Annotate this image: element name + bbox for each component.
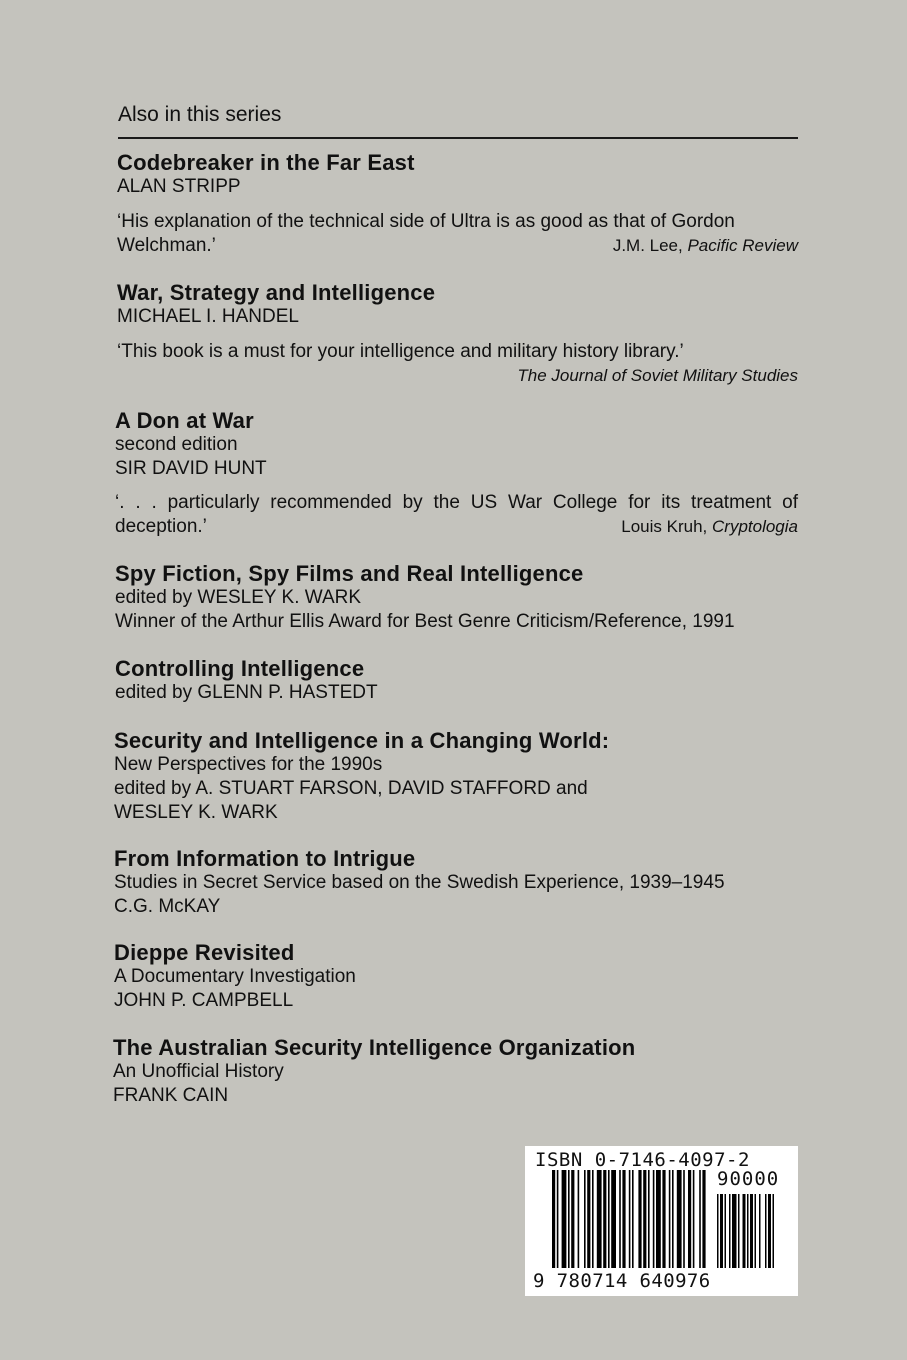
barcode-bar [557,1170,559,1268]
book-title: A Don at War [115,408,254,433]
barcode-bar [662,1170,665,1268]
book-title: Security and Intelligence in a Changing World: [114,728,610,753]
barcode-bar [571,1170,574,1268]
barcode-bar [677,1170,682,1268]
book-award-note: Winner of the Arthur Ellis Award for Best Genre Criticism/Reference, 1991 [115,611,735,632]
barcode-bar [611,1170,616,1268]
book-entry-controlling-intelligence [115,656,801,705]
barcode-bar [584,1170,586,1268]
price-bar [738,1194,740,1268]
barcode-bar [656,1170,661,1268]
price-bar [720,1194,723,1268]
book-entry-dieppe [114,940,800,1013]
barcode-bar [653,1170,655,1268]
price-bar [750,1194,753,1268]
barcode-bar [632,1170,634,1268]
book-author: SIR DAVID HUNT [115,458,267,479]
barcode-bar [622,1170,625,1268]
barcode-bar [603,1170,606,1268]
book-author: edited by GLENN P. HASTEDT [115,682,378,703]
book-entry-don-at-war [115,408,798,539]
book-title: The Australian Security Intelligence Organization [113,1035,636,1060]
book-title: Codebreaker in the Far East [117,150,415,175]
barcode-bar [643,1170,646,1268]
book-entry-information-intrigue [114,846,800,919]
book-title: From Information to Intrigue [114,846,416,871]
price-bar [755,1194,757,1268]
book-subtitle: An Unofficial History [113,1061,284,1082]
review-quote: ‘This book is a must for your intelligence and military history library.’ [117,341,684,362]
barcode-bar [568,1170,570,1268]
book-title: Controlling Intelligence [115,656,365,681]
review-quote-end: deception.’ [115,516,207,537]
book-author: edited by WESLEY K. WARK [115,587,362,608]
review-attribution-row [115,515,798,539]
book-entry-codebreaker [117,150,798,258]
price-bar [768,1194,771,1268]
review-quote: ‘His explanation of the technical side of Ultra is as good as that of Gordon [117,211,735,232]
barcode-bar [578,1170,580,1268]
review-quote-end: Welchman.’ [117,235,216,256]
barcode-bar [688,1170,691,1268]
book-author-continued: WESLEY K. WARK [114,802,278,823]
barcode-bar [619,1170,621,1268]
book-entry-asio [113,1035,799,1108]
barcode-bar [638,1170,641,1268]
barcode-bar [629,1170,631,1268]
book-title: Spy Fiction, Spy Films and Real Intelligence [115,561,584,586]
book-subtitle: Studies in Secret Service based on the Swedish Experience, 1939–1945 [114,872,725,893]
book-author: C.G. McKAY [114,896,221,917]
barcode-bar [592,1170,594,1268]
price-bar [747,1194,749,1268]
book-subtitle: New Perspectives for the 1990s [114,754,383,775]
price-bar [765,1194,767,1268]
book-author: ALAN STRIPP [117,176,241,197]
series-header: Also in this series [118,103,282,126]
book-entry-war-strategy [117,280,798,388]
book-subtitle: second edition [115,434,238,455]
price-bar [773,1194,775,1268]
barcode-bar [669,1170,671,1268]
review-attribution: The Journal of Soviet Military Studies [517,366,798,385]
review-quote: ‘. . . particularly recommended by the US War College for its treatment of [115,492,798,513]
review-attribution: J.M. Lee, Pacific Review [612,236,798,255]
book-title: Dieppe Revisited [114,940,295,965]
book-entry-spy-fiction [115,561,801,634]
price-bar [759,1194,761,1268]
review-attribution: Louis Kruh, Cryptologia [621,517,798,536]
book-author: JOHN P. CAMPBELL [114,990,294,1011]
barcode-bar [608,1170,610,1268]
price-bar [717,1194,719,1268]
barcode-bar [699,1170,701,1268]
barcode-bar [562,1170,567,1268]
barcode-bar [683,1170,685,1268]
barcode-bar [672,1170,674,1268]
barcode-bar [587,1170,590,1268]
book-author: MICHAEL I. HANDEL [117,306,299,327]
book-title: War, Strategy and Intelligence [117,280,436,305]
barcode-bar [693,1170,695,1268]
price-bar [729,1194,731,1268]
price-bar [725,1194,727,1268]
review-attribution-row [117,234,798,258]
book-entry-security-intelligence [114,728,800,825]
barcode-label [525,1146,798,1296]
barcode-bar [597,1170,602,1268]
price-bar [743,1194,746,1268]
header-divider [118,137,798,139]
book-author: FRANK CAIN [113,1085,229,1106]
ean-number: 9 780714 640976 [533,1270,711,1292]
price-bar [732,1194,737,1268]
book-author: edited by A. STUART FARSON, DAVID STAFFORD and [114,778,588,799]
barcode-bar [702,1170,705,1268]
barcode-bar [648,1170,650,1268]
barcode-bar [552,1170,555,1268]
price-code: 90000 [717,1168,780,1190]
book-subtitle: A Documentary Investigation [114,966,356,987]
isbn-number: ISBN 0-7146-4097-2 [535,1149,750,1171]
